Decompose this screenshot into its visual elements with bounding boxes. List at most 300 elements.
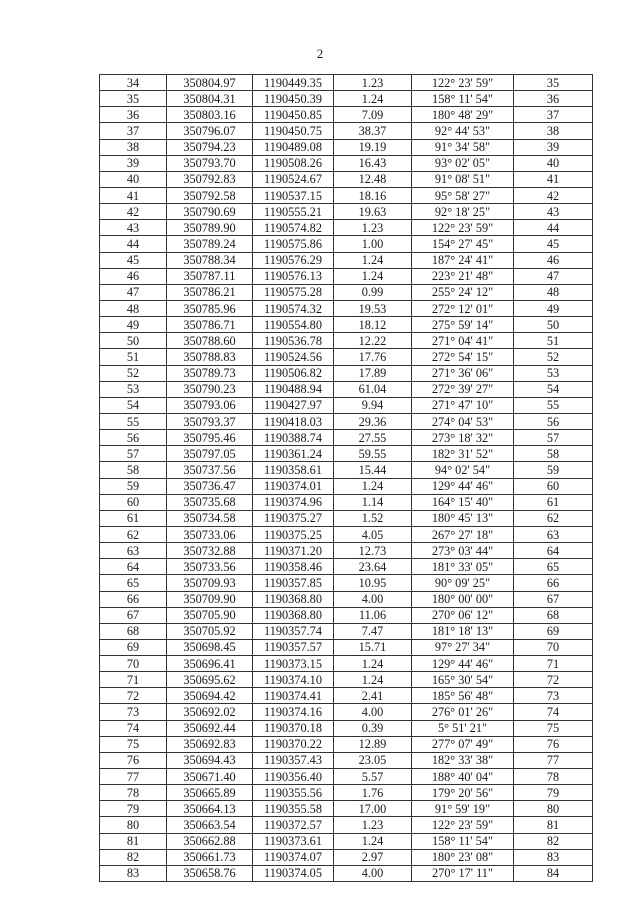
bearing-cell: 270° 17' 11" (412, 865, 514, 881)
x-coordinate-cell: 350789.73 (167, 365, 253, 381)
table-row (100, 672, 593, 688)
y-coordinate-cell: 1190554.80 (253, 317, 334, 333)
point-number-cell: 55 (100, 413, 167, 429)
next-point-cell: 49 (514, 300, 593, 316)
distance-cell: 4.05 (334, 526, 412, 542)
next-point-cell: 64 (514, 543, 593, 559)
distance-cell: 1.24 (334, 672, 412, 688)
table-row (100, 849, 593, 865)
y-coordinate-cell: 1190372.57 (253, 817, 334, 833)
point-number-cell: 81 (100, 833, 167, 849)
distance-cell: 23.05 (334, 752, 412, 768)
distance-cell: 2.41 (334, 688, 412, 704)
x-coordinate-cell: 350661.73 (167, 849, 253, 865)
next-point-cell: 43 (514, 204, 593, 220)
x-coordinate-cell: 350796.07 (167, 123, 253, 139)
table-row (100, 559, 593, 575)
distance-cell: 18.12 (334, 317, 412, 333)
bearing-cell: 182° 31' 52" (412, 446, 514, 462)
y-coordinate-cell: 1190488.94 (253, 381, 334, 397)
distance-cell: 2.97 (334, 849, 412, 865)
x-coordinate-cell: 350789.24 (167, 236, 253, 252)
bearing-cell: 182° 33' 38" (412, 752, 514, 768)
next-point-cell: 51 (514, 333, 593, 349)
x-coordinate-cell: 350792.83 (167, 171, 253, 187)
table-row (100, 75, 593, 91)
next-point-cell: 45 (514, 236, 593, 252)
y-coordinate-cell: 1190368.80 (253, 607, 334, 623)
next-point-cell: 38 (514, 123, 593, 139)
point-number-cell: 70 (100, 656, 167, 672)
point-number-cell: 65 (100, 575, 167, 591)
y-coordinate-cell: 1190449.35 (253, 75, 334, 91)
y-coordinate-cell: 1190388.74 (253, 430, 334, 446)
distance-cell: 9.94 (334, 397, 412, 413)
bearing-cell: 272° 54' 15" (412, 349, 514, 365)
bearing-cell: 122° 23' 59" (412, 75, 514, 91)
point-number-cell: 62 (100, 526, 167, 542)
x-coordinate-cell: 350787.11 (167, 268, 253, 284)
distance-cell: 1.23 (334, 220, 412, 236)
bearing-cell: 181° 18' 13" (412, 623, 514, 639)
point-number-cell: 74 (100, 720, 167, 736)
x-coordinate-cell: 350658.76 (167, 865, 253, 881)
table-row (100, 720, 593, 736)
bearing-cell: 180° 45' 13" (412, 510, 514, 526)
table-row (100, 817, 593, 833)
table-row (100, 736, 593, 752)
distance-cell: 0.39 (334, 720, 412, 736)
x-coordinate-cell: 350695.62 (167, 672, 253, 688)
next-point-cell: 61 (514, 494, 593, 510)
x-coordinate-cell: 350692.83 (167, 736, 253, 752)
bearing-cell: 276° 01' 26" (412, 704, 514, 720)
point-number-cell: 72 (100, 688, 167, 704)
table-row (100, 300, 593, 316)
bearing-cell: 5° 51' 21" (412, 720, 514, 736)
distance-cell: 11.06 (334, 607, 412, 623)
point-number-cell: 37 (100, 123, 167, 139)
point-number-cell: 59 (100, 478, 167, 494)
table-row (100, 575, 593, 591)
bearing-cell: 122° 23' 59" (412, 220, 514, 236)
bearing-cell: 255° 24' 12" (412, 284, 514, 300)
y-coordinate-cell: 1190576.29 (253, 252, 334, 268)
next-point-cell: 78 (514, 769, 593, 785)
distance-cell: 4.00 (334, 865, 412, 881)
next-point-cell: 42 (514, 187, 593, 203)
distance-cell: 18.16 (334, 187, 412, 203)
table-row (100, 607, 593, 623)
x-coordinate-cell: 350793.06 (167, 397, 253, 413)
y-coordinate-cell: 1190357.43 (253, 752, 334, 768)
y-coordinate-cell: 1190575.86 (253, 236, 334, 252)
table-row (100, 365, 593, 381)
distance-cell: 61.04 (334, 381, 412, 397)
next-point-cell: 58 (514, 446, 593, 462)
distance-cell: 1.23 (334, 817, 412, 833)
y-coordinate-cell: 1190370.22 (253, 736, 334, 752)
point-number-cell: 53 (100, 381, 167, 397)
next-point-cell: 84 (514, 865, 593, 881)
point-number-cell: 48 (100, 300, 167, 316)
table-row (100, 801, 593, 817)
y-coordinate-cell: 1190418.03 (253, 413, 334, 429)
distance-cell: 19.53 (334, 300, 412, 316)
next-point-cell: 56 (514, 413, 593, 429)
x-coordinate-cell: 350789.90 (167, 220, 253, 236)
table-row (100, 785, 593, 801)
y-coordinate-cell: 1190374.01 (253, 478, 334, 494)
table-row (100, 623, 593, 639)
table-row (100, 155, 593, 171)
bearing-cell: 180° 00' 00" (412, 591, 514, 607)
x-coordinate-cell: 350788.34 (167, 252, 253, 268)
next-point-cell: 68 (514, 607, 593, 623)
distance-cell: 1.24 (334, 268, 412, 284)
point-number-cell: 39 (100, 155, 167, 171)
distance-cell: 1.24 (334, 478, 412, 494)
x-coordinate-cell: 350662.88 (167, 833, 253, 849)
table-row (100, 494, 593, 510)
x-coordinate-cell: 350733.06 (167, 526, 253, 542)
x-coordinate-cell: 350694.42 (167, 688, 253, 704)
bearing-cell: 158° 11' 54" (412, 833, 514, 849)
next-point-cell: 41 (514, 171, 593, 187)
next-point-cell: 53 (514, 365, 593, 381)
y-coordinate-cell: 1190374.96 (253, 494, 334, 510)
x-coordinate-cell: 350785.96 (167, 300, 253, 316)
table-row (100, 752, 593, 768)
next-point-cell: 50 (514, 317, 593, 333)
next-point-cell: 72 (514, 672, 593, 688)
bearing-cell: 187° 24' 41" (412, 252, 514, 268)
x-coordinate-cell: 350790.23 (167, 381, 253, 397)
distance-cell: 1.24 (334, 91, 412, 107)
point-number-cell: 77 (100, 769, 167, 785)
point-number-cell: 68 (100, 623, 167, 639)
x-coordinate-cell: 350793.37 (167, 413, 253, 429)
distance-cell: 1.24 (334, 656, 412, 672)
next-point-cell: 75 (514, 720, 593, 736)
bearing-cell: 91° 34' 58" (412, 139, 514, 155)
point-number-cell: 64 (100, 559, 167, 575)
table-row (100, 478, 593, 494)
point-number-cell: 60 (100, 494, 167, 510)
table-row (100, 865, 593, 881)
next-point-cell: 63 (514, 526, 593, 542)
bearing-cell: 122° 23' 59" (412, 817, 514, 833)
table-row (100, 187, 593, 203)
coordinates-table-body (100, 75, 593, 882)
bearing-cell: 267° 27' 18" (412, 526, 514, 542)
x-coordinate-cell: 350664.13 (167, 801, 253, 817)
distance-cell: 4.00 (334, 704, 412, 720)
y-coordinate-cell: 1190374.41 (253, 688, 334, 704)
y-coordinate-cell: 1190357.57 (253, 639, 334, 655)
y-coordinate-cell: 1190450.85 (253, 107, 334, 123)
bearing-cell: 129° 44' 46" (412, 478, 514, 494)
table-row (100, 381, 593, 397)
x-coordinate-cell: 350705.92 (167, 623, 253, 639)
coordinates-table (99, 74, 593, 882)
x-coordinate-cell: 350698.45 (167, 639, 253, 655)
y-coordinate-cell: 1190374.07 (253, 849, 334, 865)
bearing-cell: 94° 02' 54" (412, 462, 514, 478)
distance-cell: 5.57 (334, 769, 412, 785)
point-number-cell: 51 (100, 349, 167, 365)
distance-cell: 19.63 (334, 204, 412, 220)
y-coordinate-cell: 1190355.56 (253, 785, 334, 801)
distance-cell: 12.73 (334, 543, 412, 559)
table-row (100, 236, 593, 252)
bearing-cell: 274° 04' 53" (412, 413, 514, 429)
bearing-cell: 180° 48' 29" (412, 107, 514, 123)
distance-cell: 23.64 (334, 559, 412, 575)
distance-cell: 12.89 (334, 736, 412, 752)
distance-cell: 59.55 (334, 446, 412, 462)
bearing-cell: 92° 18' 25" (412, 204, 514, 220)
next-point-cell: 48 (514, 284, 593, 300)
distance-cell: 38.37 (334, 123, 412, 139)
point-number-cell: 82 (100, 849, 167, 865)
next-point-cell: 65 (514, 559, 593, 575)
point-number-cell: 36 (100, 107, 167, 123)
point-number-cell: 78 (100, 785, 167, 801)
point-number-cell: 54 (100, 397, 167, 413)
next-point-cell: 71 (514, 656, 593, 672)
x-coordinate-cell: 350735.68 (167, 494, 253, 510)
distance-cell: 15.44 (334, 462, 412, 478)
distance-cell: 17.89 (334, 365, 412, 381)
point-number-cell: 67 (100, 607, 167, 623)
bearing-cell: 271° 36' 06" (412, 365, 514, 381)
point-number-cell: 66 (100, 591, 167, 607)
next-point-cell: 57 (514, 430, 593, 446)
table-row (100, 688, 593, 704)
x-coordinate-cell: 350804.97 (167, 75, 253, 91)
y-coordinate-cell: 1190576.13 (253, 268, 334, 284)
table-row (100, 526, 593, 542)
bearing-cell: 180° 23' 08" (412, 849, 514, 865)
y-coordinate-cell: 1190358.61 (253, 462, 334, 478)
point-number-cell: 34 (100, 75, 167, 91)
distance-cell: 17.00 (334, 801, 412, 817)
bearing-cell: 272° 39' 27" (412, 381, 514, 397)
y-coordinate-cell: 1190450.75 (253, 123, 334, 139)
y-coordinate-cell: 1190508.26 (253, 155, 334, 171)
next-point-cell: 69 (514, 623, 593, 639)
x-coordinate-cell: 350793.70 (167, 155, 253, 171)
bearing-cell: 272° 12' 01" (412, 300, 514, 316)
table-row (100, 591, 593, 607)
y-coordinate-cell: 1190574.82 (253, 220, 334, 236)
next-point-cell: 54 (514, 381, 593, 397)
table-row (100, 91, 593, 107)
x-coordinate-cell: 350786.71 (167, 317, 253, 333)
distance-cell: 19.19 (334, 139, 412, 155)
table-row (100, 252, 593, 268)
point-number-cell: 49 (100, 317, 167, 333)
table-row (100, 107, 593, 123)
bearing-cell: 90° 09' 25" (412, 575, 514, 591)
x-coordinate-cell: 350671.40 (167, 769, 253, 785)
distance-cell: 4.00 (334, 591, 412, 607)
table-row (100, 833, 593, 849)
next-point-cell: 44 (514, 220, 593, 236)
distance-cell: 1.00 (334, 236, 412, 252)
y-coordinate-cell: 1190524.56 (253, 349, 334, 365)
y-coordinate-cell: 1190361.24 (253, 446, 334, 462)
x-coordinate-cell: 350709.93 (167, 575, 253, 591)
y-coordinate-cell: 1190450.39 (253, 91, 334, 107)
x-coordinate-cell: 350797.05 (167, 446, 253, 462)
next-point-cell: 66 (514, 575, 593, 591)
point-number-cell: 38 (100, 139, 167, 155)
y-coordinate-cell: 1190356.40 (253, 769, 334, 785)
x-coordinate-cell: 350786.21 (167, 284, 253, 300)
distance-cell: 7.09 (334, 107, 412, 123)
next-point-cell: 70 (514, 639, 593, 655)
bearing-cell: 271° 04' 41" (412, 333, 514, 349)
table-row (100, 704, 593, 720)
point-number-cell: 41 (100, 187, 167, 203)
distance-cell: 12.48 (334, 171, 412, 187)
point-number-cell: 45 (100, 252, 167, 268)
table-row (100, 430, 593, 446)
distance-cell: 0.99 (334, 284, 412, 300)
point-number-cell: 69 (100, 639, 167, 655)
table-row (100, 317, 593, 333)
point-number-cell: 43 (100, 220, 167, 236)
point-number-cell: 40 (100, 171, 167, 187)
x-coordinate-cell: 350734.58 (167, 510, 253, 526)
bearing-cell: 154° 27' 45" (412, 236, 514, 252)
table-row (100, 462, 593, 478)
x-coordinate-cell: 350795.46 (167, 430, 253, 446)
bearing-cell: 273° 18' 32" (412, 430, 514, 446)
y-coordinate-cell: 1190524.67 (253, 171, 334, 187)
y-coordinate-cell: 1190574.32 (253, 300, 334, 316)
table-row (100, 639, 593, 655)
distance-cell: 27.55 (334, 430, 412, 446)
point-number-cell: 52 (100, 365, 167, 381)
point-number-cell: 61 (100, 510, 167, 526)
next-point-cell: 79 (514, 785, 593, 801)
point-number-cell: 56 (100, 430, 167, 446)
next-point-cell: 59 (514, 462, 593, 478)
y-coordinate-cell: 1190489.08 (253, 139, 334, 155)
table-row (100, 268, 593, 284)
table-row (100, 139, 593, 155)
y-coordinate-cell: 1190537.15 (253, 187, 334, 203)
distance-cell: 1.14 (334, 494, 412, 510)
distance-cell: 17.76 (334, 349, 412, 365)
x-coordinate-cell: 350804.31 (167, 91, 253, 107)
x-coordinate-cell: 350788.83 (167, 349, 253, 365)
next-point-cell: 46 (514, 252, 593, 268)
next-point-cell: 35 (514, 75, 593, 91)
bearing-cell: 273° 03' 44" (412, 543, 514, 559)
distance-cell: 1.76 (334, 785, 412, 801)
next-point-cell: 82 (514, 833, 593, 849)
x-coordinate-cell: 350732.88 (167, 543, 253, 559)
y-coordinate-cell: 1190373.15 (253, 656, 334, 672)
y-coordinate-cell: 1190374.05 (253, 865, 334, 881)
x-coordinate-cell: 350737.56 (167, 462, 253, 478)
table-row (100, 413, 593, 429)
bearing-cell: 97° 27' 34" (412, 639, 514, 655)
y-coordinate-cell: 1190427.97 (253, 397, 334, 413)
y-coordinate-cell: 1190371.20 (253, 543, 334, 559)
y-coordinate-cell: 1190575.28 (253, 284, 334, 300)
bearing-cell: 158° 11' 54" (412, 91, 514, 107)
x-coordinate-cell: 350692.44 (167, 720, 253, 736)
x-coordinate-cell: 350733.56 (167, 559, 253, 575)
bearing-cell: 129° 44' 46" (412, 656, 514, 672)
point-number-cell: 73 (100, 704, 167, 720)
distance-cell: 1.24 (334, 252, 412, 268)
x-coordinate-cell: 350709.90 (167, 591, 253, 607)
next-point-cell: 39 (514, 139, 593, 155)
table-row (100, 349, 593, 365)
bearing-cell: 165° 30' 54" (412, 672, 514, 688)
point-number-cell: 80 (100, 817, 167, 833)
table-row (100, 446, 593, 462)
next-point-cell: 83 (514, 849, 593, 865)
y-coordinate-cell: 1190357.74 (253, 623, 334, 639)
next-point-cell: 74 (514, 704, 593, 720)
y-coordinate-cell: 1190374.10 (253, 672, 334, 688)
x-coordinate-cell: 350790.69 (167, 204, 253, 220)
y-coordinate-cell: 1190355.58 (253, 801, 334, 817)
next-point-cell: 81 (514, 817, 593, 833)
bearing-cell: 92° 44' 53" (412, 123, 514, 139)
x-coordinate-cell: 350788.60 (167, 333, 253, 349)
table-row (100, 333, 593, 349)
distance-cell: 10.95 (334, 575, 412, 591)
table-row (100, 510, 593, 526)
distance-cell: 1.24 (334, 833, 412, 849)
y-coordinate-cell: 1190370.18 (253, 720, 334, 736)
x-coordinate-cell: 350792.58 (167, 187, 253, 203)
table-row (100, 171, 593, 187)
next-point-cell: 40 (514, 155, 593, 171)
distance-cell: 16.43 (334, 155, 412, 171)
point-number-cell: 75 (100, 736, 167, 752)
bearing-cell: 95° 58' 27" (412, 187, 514, 203)
distance-cell: 1.23 (334, 75, 412, 91)
distance-cell: 7.47 (334, 623, 412, 639)
x-coordinate-cell: 350663.54 (167, 817, 253, 833)
y-coordinate-cell: 1190536.78 (253, 333, 334, 349)
next-point-cell: 80 (514, 801, 593, 817)
distance-cell: 15.71 (334, 639, 412, 655)
distance-cell: 29.36 (334, 413, 412, 429)
next-point-cell: 60 (514, 478, 593, 494)
point-number-cell: 79 (100, 801, 167, 817)
bearing-cell: 181° 33' 05" (412, 559, 514, 575)
point-number-cell: 50 (100, 333, 167, 349)
bearing-cell: 91° 08' 51" (412, 171, 514, 187)
bearing-cell: 91° 59' 19" (412, 801, 514, 817)
next-point-cell: 36 (514, 91, 593, 107)
point-number-cell: 44 (100, 236, 167, 252)
x-coordinate-cell: 350665.89 (167, 785, 253, 801)
point-number-cell: 83 (100, 865, 167, 881)
table-row (100, 284, 593, 300)
next-point-cell: 77 (514, 752, 593, 768)
